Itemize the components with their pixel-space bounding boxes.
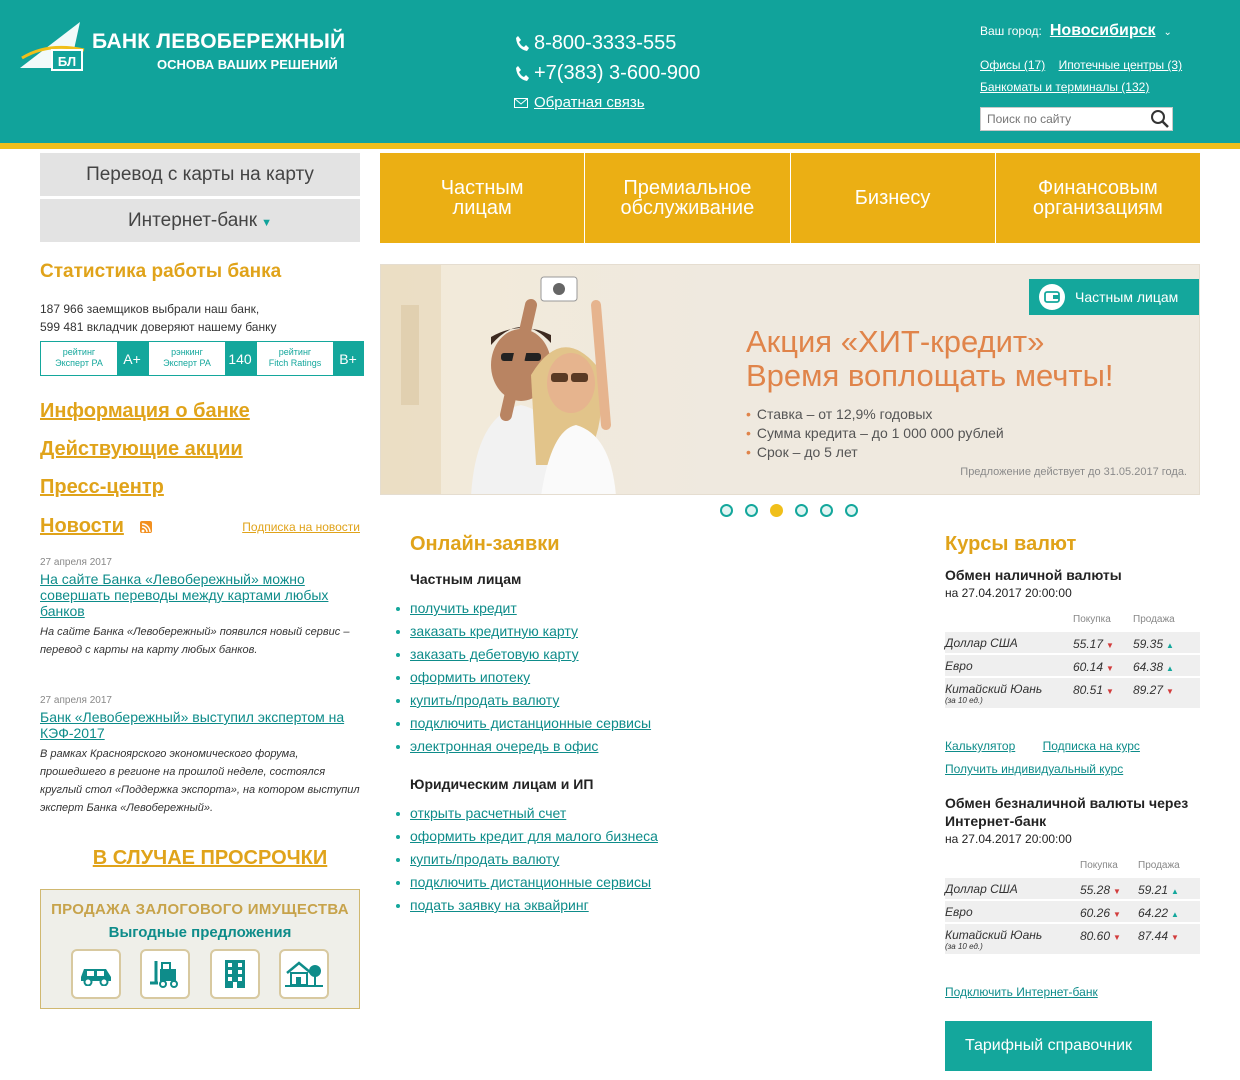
news-item: [40, 695, 360, 817]
rating-badge[interactable]: рейтинг Эксперт РА A+: [40, 341, 148, 376]
news-item: [40, 557, 360, 659]
rate-row: Китайский Юань (за 10 ед.) 80.60 ▼ 87.44 ▼: [945, 924, 1200, 956]
city-selector[interactable]: Новосибирск: [1049, 22, 1156, 39]
side-links: [40, 400, 250, 514]
contact-phones: [514, 28, 700, 111]
rate-row: Доллар США 55.17 ▼ 59.35 ▲: [945, 632, 1200, 655]
request-link[interactable]: подключить дистанционные сервисы: [410, 874, 652, 890]
banner-term: • Сумма кредита – до 1 000 000 рублей: [746, 424, 1004, 443]
tariff-guide-label: Тарифный справочник: [964, 1037, 1133, 1054]
request-link[interactable]: оформить кредит для малого бизнеса: [410, 828, 658, 844]
overdue-link[interactable]: В СЛУЧАЕ ПРОСРОЧКИ: [92, 847, 328, 869]
connect-internet-bank-link[interactable]: Подключить Интернет-банк: [945, 985, 1098, 999]
pledge-sale-banner[interactable]: [40, 889, 360, 1009]
banner-note: Предложение действует до 31.05.2017 года.: [960, 466, 1187, 478]
city-label: Ваш город:: [980, 24, 1042, 38]
internet-bank-label: Интернет-банк: [128, 210, 258, 231]
bank-logo[interactable]: [18, 20, 348, 80]
building-icon[interactable]: [210, 949, 260, 999]
banner-tag-label: Частным лицам: [1075, 289, 1179, 305]
mortgage-centers-link[interactable]: Ипотечные центры (3): [1058, 58, 1183, 72]
pledge-subtitle: Выгодные предложения: [108, 924, 292, 941]
feedback-link[interactable]: Обратная связь: [534, 94, 645, 111]
request-link[interactable]: подать заявку на эквайринг: [410, 897, 589, 913]
requests-legal: [410, 776, 658, 917]
caret-down-icon: ▼: [261, 217, 272, 229]
banner-term: • Срок – до 5 лет: [746, 443, 1004, 462]
forklift-icon[interactable]: [140, 949, 190, 999]
offices-link[interactable]: Офисы (17): [980, 58, 1046, 72]
rating-badge[interactable]: рейтинг Fitch Ratings B+: [256, 341, 364, 376]
individual-rate-link[interactable]: Получить индивидуальный курс: [945, 762, 1124, 776]
arrow-down-icon: ▼: [1106, 687, 1114, 696]
requests-private-heading: Частным лицам: [410, 571, 522, 587]
nav-private[interactable]: Частным лицам: [380, 153, 585, 243]
mail-icon: [514, 98, 528, 108]
rate-row: Доллар США 55.28 ▼ 59.21 ▲: [945, 878, 1200, 901]
news-link[interactable]: Банк «Левобережный» выступил экспертом на КЭФ-2017: [40, 709, 345, 741]
promo-banner[interactable]: [380, 264, 1200, 495]
logo-mark-icon: [18, 20, 88, 75]
request-link[interactable]: получить кредит: [410, 600, 517, 616]
rate-columns: Покупка Продажа: [1080, 860, 1180, 871]
nav-financial-orgs[interactable]: Финансовым организациям: [1032, 177, 1163, 219]
rate-tools: [945, 739, 1140, 753]
cash-rates: [945, 566, 1200, 710]
rate-subscribe-link[interactable]: Подписка на курс: [1042, 739, 1140, 753]
cash-rates-heading: Обмен наличной валюты: [945, 567, 1122, 583]
news-date: 27 апреля 2017: [40, 695, 112, 706]
svg-text:БЛ: БЛ: [57, 54, 77, 69]
wallet-icon: [1039, 284, 1065, 310]
logo-title: БАНК ЛЕВОБЕРЕЖНЫЙ: [92, 30, 346, 53]
news-date: 27 апреля 2017: [40, 557, 112, 568]
request-link[interactable]: оформить ипотеку: [410, 669, 531, 685]
rate-row: Евро 60.26 ▼ 64.22 ▲: [945, 901, 1200, 924]
search-icon[interactable]: [1150, 109, 1170, 129]
slider-dots: [720, 504, 870, 517]
phone-number-2: +7(383) 3-600-900: [534, 62, 701, 84]
rate-row: Китайский Юань (за 10 ед.) 80.51 ▼ 89.27 ▼: [945, 678, 1200, 710]
card-transfer-label: Перевод с карты на карту: [86, 164, 314, 185]
atm-link[interactable]: Банкоматы и терминалы (132): [980, 80, 1150, 94]
rates-title: Курсы валют: [945, 533, 1077, 555]
requests-private: [410, 571, 651, 758]
bank-info-link[interactable]: Информация о банке: [40, 400, 250, 422]
phone-icon: [514, 64, 530, 82]
news-text: На сайте Банка «Левобережный» появился новый сервис – перевод с карты на карту любых банков.: [40, 626, 350, 656]
online-requests-title: Онлайн-заявки: [410, 533, 560, 555]
stats-title: Статистика работы банка: [40, 261, 282, 282]
news-subscribe-link[interactable]: Подписка на новости: [242, 519, 360, 534]
arrow-up-icon: ▲: [1171, 910, 1179, 919]
arrow-up-icon: ▲: [1171, 887, 1179, 896]
rss-icon[interactable]: [140, 521, 152, 533]
tariff-guide-button[interactable]: [945, 1021, 1152, 1071]
search-input[interactable]: [981, 108, 1141, 130]
rating-badges: [40, 341, 364, 376]
promotions-link[interactable]: Действующие акции: [40, 438, 243, 460]
house-icon[interactable]: [279, 949, 329, 999]
request-link[interactable]: открыть расчетный счет: [410, 805, 567, 821]
feedback: [514, 94, 700, 111]
phone-free[interactable]: [514, 28, 700, 58]
car-icon[interactable]: [71, 949, 121, 999]
news-text: В рамках Красноярского экономического форума, прошедшего в регионе на прошлой неделе, состоялся круглый стол «Поддержка экспорта», на котором выступил эксперт Банка «Левобережный».: [40, 748, 360, 814]
stats-text: 187 966 заемщиков выбрали наш банк, 599 481 вкладчик доверяют нашему банку: [40, 302, 277, 334]
chevron-down-icon[interactable]: ⌄: [1163, 27, 1172, 38]
phone-icon: [514, 34, 530, 52]
logo-subtitle: ОСНОВА ВАШИХ РЕШЕНИЙ: [157, 57, 338, 72]
request-link[interactable]: купить/продать валюту: [410, 692, 560, 708]
site-search: [980, 107, 1173, 131]
news-link[interactable]: На сайте Банка «Левобережный» можно совершать переводы между картами любых банков: [40, 571, 329, 619]
request-link[interactable]: заказать дебетовую карту: [410, 646, 579, 662]
arrow-down-icon: ▼: [1171, 933, 1179, 942]
rating-badge[interactable]: рэнкинг Эксперт РА 140: [148, 341, 256, 376]
rate-columns: Покупка Продажа: [1073, 614, 1175, 625]
arrow-up-icon: ▲: [1166, 641, 1174, 650]
rate-row: Евро 60.14 ▼ 64.38 ▲: [945, 655, 1200, 678]
requests-legal-heading: Юридическим лицам и ИП: [410, 776, 594, 792]
banner-term: • Ставка – от 12,9% годовых: [746, 405, 1004, 424]
press-center-link[interactable]: Пресс-центр: [40, 476, 164, 498]
card-transfer-button[interactable]: [40, 153, 360, 196]
nav-premium[interactable]: Премиальное обслуживание: [585, 153, 790, 243]
internet-bank-button[interactable]: [40, 199, 360, 242]
request-link[interactable]: подключить дистанционные сервисы: [410, 715, 652, 731]
arrow-down-icon: ▼: [1113, 910, 1121, 919]
slider-dot[interactable]: [745, 504, 758, 517]
banner-terms: [746, 405, 1004, 462]
pledge-title: ПРОДАЖА ЗАЛОГОВОГО ИМУЩЕСТВА: [51, 901, 349, 918]
noncash-rates-date: на 27.04.2017 20:00:00: [945, 832, 1072, 846]
couple-photo: [381, 265, 711, 495]
phone-local[interactable]: [514, 58, 700, 88]
phone-number-1: 8-800-3333-555: [534, 32, 677, 54]
noncash-rates: [945, 794, 1200, 956]
request-link[interactable]: электронная очередь в офис: [410, 738, 599, 754]
request-link[interactable]: купить/продать валюту: [410, 851, 560, 867]
slider-dot[interactable]: [820, 504, 833, 517]
news-title[interactable]: Новости: [40, 515, 124, 537]
banner-headline: Акция «ХИТ-кредит» Время воплощать мечты!: [746, 324, 1114, 393]
request-link[interactable]: заказать кредитную карту: [410, 623, 578, 639]
arrow-down-icon: ▼: [1166, 687, 1174, 696]
banner-category-tag[interactable]: [1029, 279, 1199, 315]
slider-dot[interactable]: [720, 504, 733, 517]
calculator-link[interactable]: Калькулятор: [945, 739, 1016, 753]
arrow-down-icon: ▼: [1113, 933, 1121, 942]
slider-dot[interactable]: [845, 504, 858, 517]
arrow-up-icon: ▲: [1166, 664, 1174, 673]
slider-dot[interactable]: [795, 504, 808, 517]
arrow-down-icon: ▼: [1106, 641, 1114, 650]
cash-rates-date: на 27.04.2017 20:00:00: [945, 586, 1072, 600]
slider-dot-active[interactable]: [770, 504, 783, 517]
noncash-rates-heading: Обмен безналичной валюты через Интернет-банк: [945, 795, 1189, 829]
main-nav: [380, 153, 1200, 243]
arrow-down-icon: ▼: [1106, 664, 1114, 673]
news-header: [40, 515, 360, 538]
nav-business[interactable]: Бизнесу: [791, 153, 996, 243]
city-block: [980, 22, 1220, 98]
arrow-down-icon: ▼: [1113, 887, 1121, 896]
